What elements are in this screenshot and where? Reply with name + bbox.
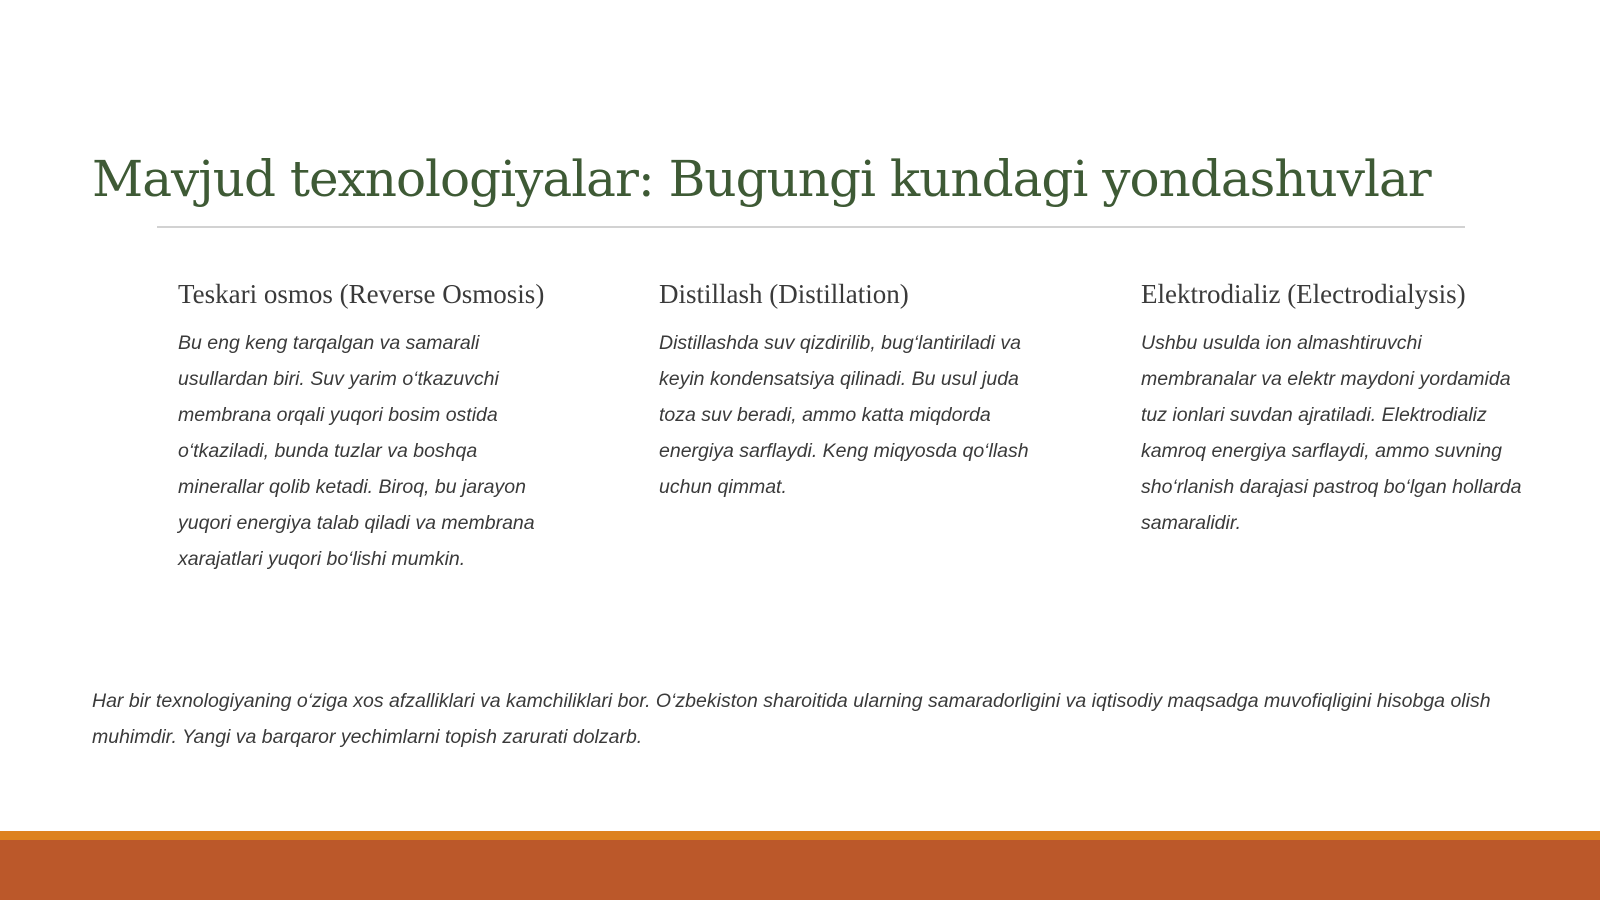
column-body: Ushbu usulda ion almashtiruvchi membranalar va elektr maydoni yordamida tuz ionlari suvdan ajratiladi. Elektrodializ kamroq energiya sarflaydi, ammo suvning sho‘rlanish darajasi pastroq bo‘lgan hollarda samaralidir. bbox=[1141, 332, 1522, 534]
column-heading: Elektrodializ (Electrodialysis) bbox=[1141, 279, 1466, 309]
column-body: Distillashda suv qizdirilib, bug‘lantiriladi va keyin kondensatsiya qilinadi. Bu usul juda toza suv beradi, ammo katta miqdorda energiya sarflaydi. Keng miqyosda qo‘llash uchun qimmat. bbox=[659, 332, 1029, 498]
slide-title: Mavjud texnologiyalar: Bugungi kundagi yondashuvlar bbox=[92, 150, 1431, 208]
summary-text: Har bir texnologiyaning o‘ziga xos afzalliklari va kamchiliklari bor. O‘zbekiston sharoitida ularning samaradorligini va iqtisodiy maqsadga muvofiqligini hisobga olish muhimdir. Yangi va barqaror yechimlarni topish zarurati dolzarb. bbox=[92, 690, 1491, 748]
title-divider bbox=[157, 226, 1465, 228]
footer-accent-band bbox=[0, 831, 1600, 840]
column-distillation bbox=[659, 278, 1029, 505]
footer-band bbox=[0, 840, 1600, 900]
column-body: Bu eng keng tarqalgan va samarali usullardan biri. Suv yarim o‘tkazuvchi membrana orqali yuqori bosim ostida o‘tkaziladi, bunda tuzlar va boshqa minerallar qolib ketadi. Biroq, bu jarayon yuqori energiya talab qiladi va membrana xarajatlari yuqori bo‘lishi mumkin. bbox=[178, 332, 535, 570]
column-electrodialysis bbox=[1141, 278, 1531, 541]
column-reverse-osmosis bbox=[178, 278, 548, 577]
column-heading: Teskari osmos (Reverse Osmosis) bbox=[178, 279, 545, 309]
column-heading: Distillash (Distillation) bbox=[659, 279, 909, 309]
